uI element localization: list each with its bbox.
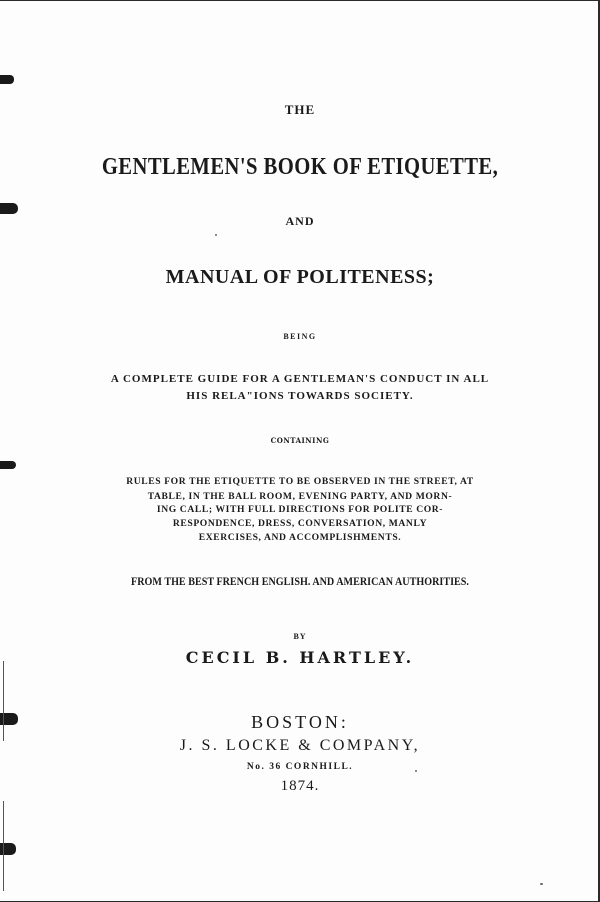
contents-line: ING CALL; WITH FULL DIRECTIONS FOR POLITE COR- [156,504,444,515]
subtitle-line-1: A COMPLETE GUIDE FOR A GENTLEMAN'S CONDUCT IN ALL [110,373,490,385]
label-by: BY [293,632,307,641]
publisher-address: No. 36 CORNHILL. [246,762,354,772]
contents-line: RULES FOR THE ETIQUETTE TO BE OBSERVED IN THE STREET, AT [126,476,474,487]
subtitle-line-2: HIS RELA"IONS TOWARDS SOCIETY. [186,390,414,402]
title-the: THE [284,102,316,117]
ink-speck [215,234,217,236]
binding-mark [0,203,18,214]
publication-year: 1874. [280,778,320,794]
title-line-2: MANUAL OF POLITENESS; [165,266,435,288]
binding-mark [0,75,14,84]
sources-line: FROM THE BEST FRENCH ENGLISH. AND AMERICAN AUTHORITIES. [131,576,469,588]
binding-mark [0,461,16,469]
contents-line: TABLE, IN THE BALL ROOM, EVENING PARTY, AND MORN- [147,491,453,502]
publisher-name: J. S. LOCKE & COMPANY, [179,737,421,754]
contents-line: EXERCISES, AND ACCOMPLISHMENTS. [198,532,402,543]
publisher-city: BOSTON: [251,712,349,732]
title-line-1: GENTLEMEN'S BOOK OF ETIQUETTE, [101,154,499,180]
label-containing: CONTAINING [270,436,330,445]
ink-speck [540,883,543,885]
page-edge-line [3,801,4,891]
contents-line: RESPONDENCE, DRESS, CONVERSATION, MANLY [172,518,428,529]
title-and: AND [285,214,315,228]
author-name: CECIL B. HARTLEY. [185,648,415,667]
label-being: BEING [283,332,317,341]
